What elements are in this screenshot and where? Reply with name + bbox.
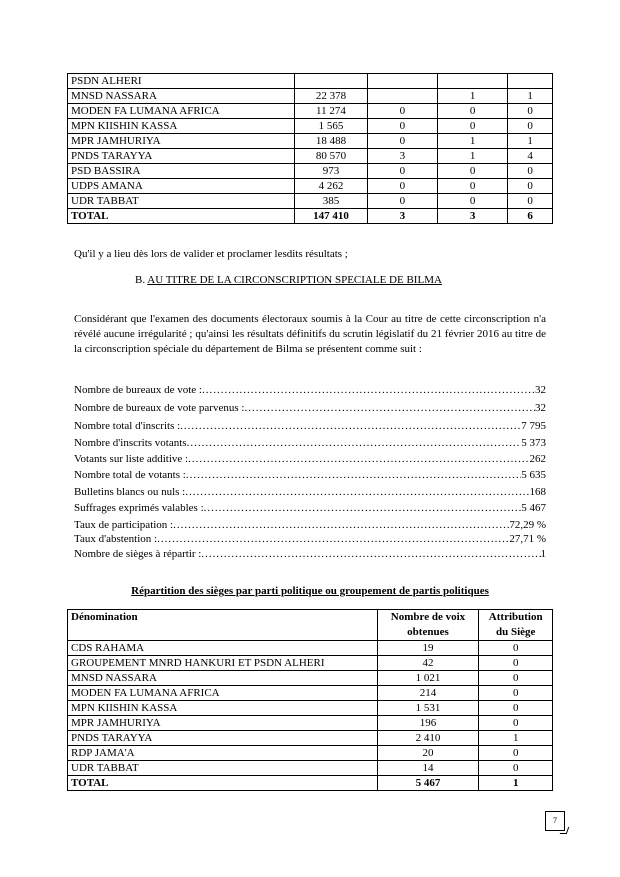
statistic-value: 5 467 [521, 502, 546, 514]
party-name-cell: MNSD NASSARA [68, 671, 378, 686]
value-cell: 385 [295, 194, 367, 209]
considering-paragraph: Considérant que l'examen des documents électoraux soumis à la Cour au titre de cette circonscription n'a révélé aucune irrégularité ; qu'ainsi les résultats définitifs du scrutin législatif du 21 février 2016 au titre de la circonscription spéciale du département de Bilma se présentent comme suit : [74, 313, 546, 355]
seat-table-header-row [68, 610, 553, 641]
statistic-value: 27,71 % [509, 533, 546, 545]
party-name-cell: GROUPEMENT MNRD HANKURI ET PSDN ALHERI [68, 656, 378, 671]
header-denomination: Dénomination [68, 610, 378, 641]
votes-cell: 20 [377, 746, 479, 761]
table-row [68, 194, 553, 209]
party-name-cell: UDR TABBAT [68, 761, 378, 776]
party-name-cell: MPN KIISHIN KASSA [68, 119, 295, 134]
votes-cell: 1 021 [377, 671, 479, 686]
party-name-cell: UDR TABBAT [68, 194, 295, 209]
statistic-line [74, 436, 546, 450]
statistic-label: Nombre total de votants : [74, 469, 186, 481]
table-row [68, 164, 553, 179]
table-row [68, 89, 553, 104]
header-seats: Attribution du Siège [479, 610, 553, 641]
statistic-label: Bulletins blancs ou nuls : [74, 486, 186, 498]
dot-leader [186, 468, 521, 482]
party-name-cell: PSDN ALHERI [68, 74, 295, 89]
table-row [68, 641, 553, 656]
table-row [68, 134, 553, 149]
value-cell: 0 [438, 119, 508, 134]
value-cell: 1 [508, 89, 553, 104]
value-cell: 0 [508, 194, 553, 209]
party-name-cell: MPR JAMHURIYA [68, 134, 295, 149]
statistic-label: Nombre total d'inscrits : [74, 420, 181, 432]
statistic-line [74, 468, 546, 482]
party-name-cell: CDS RAHAMA [68, 641, 378, 656]
dot-leader [157, 532, 509, 546]
value-cell: 22 378 [295, 89, 367, 104]
value-cell [438, 74, 508, 89]
statistic-line [74, 547, 546, 561]
party-name-cell: PNDS TARAYYA [68, 149, 295, 164]
table-row [68, 656, 553, 671]
table-row [68, 149, 553, 164]
value-cell: 18 488 [295, 134, 367, 149]
table-row [68, 671, 553, 686]
statistic-label: Votants sur liste additive : [74, 453, 189, 465]
party-name-cell: PSD BASSIRA [68, 164, 295, 179]
statistic-value: 72,29 % [509, 519, 546, 531]
seats-cell: 0 [479, 656, 553, 671]
statistic-value: 5 635 [521, 469, 546, 481]
dot-leader [201, 547, 540, 561]
section-heading-prefix: B. [135, 274, 146, 286]
value-cell: 0 [367, 119, 437, 134]
party-name-cell: RDP JAMA'A [68, 746, 378, 761]
value-cell: 0 [367, 194, 437, 209]
seats-cell: 1 [479, 776, 553, 791]
statistic-value: 262 [529, 453, 546, 465]
value-cell: 0 [367, 164, 437, 179]
seats-cell: 0 [479, 716, 553, 731]
statistic-line [74, 383, 546, 397]
dot-leader [185, 485, 529, 499]
value-cell: 1 565 [295, 119, 367, 134]
party-name-cell: PNDS TARAYYA [68, 731, 378, 746]
validation-paragraph: Qu'il y a lieu dès lors de valider et proclamer lesdits résultats ; [74, 248, 348, 260]
statistic-label: Suffrages exprimés valables : [74, 502, 204, 514]
dot-leader [188, 452, 529, 466]
value-cell: 80 570 [295, 149, 367, 164]
value-cell: 0 [508, 104, 553, 119]
page-number: 7 [545, 811, 565, 831]
dot-leader [180, 419, 521, 433]
statistic-label: Nombre de sièges à répartir : [74, 548, 202, 560]
section-heading-bilma [135, 273, 442, 288]
table-row [68, 761, 553, 776]
value-cell: 0 [438, 164, 508, 179]
value-cell: 0 [438, 194, 508, 209]
value-cell [367, 74, 437, 89]
statistic-line [74, 419, 546, 433]
party-name-cell: MPN KIISHIN KASSA [68, 701, 378, 716]
value-cell: 3 [367, 209, 437, 224]
table-row [68, 119, 553, 134]
statistic-line [74, 532, 546, 546]
party-name-cell: MODEN FA LUMANA AFRICA [68, 104, 295, 119]
statistic-label: Nombre de bureaux de vote parvenus : [74, 402, 245, 414]
table-row [68, 74, 553, 89]
value-cell: 0 [508, 119, 553, 134]
votes-cell: 214 [377, 686, 479, 701]
value-cell: 0 [508, 179, 553, 194]
seat-distribution-title: Répartition des sièges par parti politique ou groupement de partis politiques [131, 585, 489, 597]
value-cell: 0 [367, 104, 437, 119]
section-heading-title: AU TITRE DE LA CIRCONSCRIPTION SPECIALE DE BILMA [147, 274, 442, 286]
value-cell: 1 [438, 89, 508, 104]
value-cell: 973 [295, 164, 367, 179]
statistic-value: 168 [529, 486, 546, 498]
party-name-cell: UDPS AMANA [68, 179, 295, 194]
value-cell: 1 [438, 134, 508, 149]
results-table-continued [67, 73, 553, 224]
dot-leader [202, 383, 535, 397]
table-row [68, 701, 553, 716]
value-cell: 4 262 [295, 179, 367, 194]
table-row [68, 731, 553, 746]
value-cell: 1 [438, 149, 508, 164]
statistic-line [74, 518, 546, 532]
dot-leader [173, 518, 509, 532]
dot-leader [204, 501, 522, 515]
value-cell: 3 [438, 209, 508, 224]
party-name-cell: TOTAL [68, 776, 378, 791]
value-cell [295, 74, 367, 89]
table-total-row [68, 209, 553, 224]
value-cell: 0 [367, 179, 437, 194]
statistic-label: Taux de participation : [74, 519, 174, 531]
seats-cell: 0 [479, 671, 553, 686]
table-row [68, 716, 553, 731]
votes-cell: 5 467 [377, 776, 479, 791]
table-row [68, 686, 553, 701]
seats-cell: 0 [479, 641, 553, 656]
statistic-line [74, 485, 546, 499]
dot-leader [244, 401, 535, 415]
value-cell: 0 [438, 104, 508, 119]
statistic-label: Taux d'abstention : [74, 533, 158, 545]
votes-cell: 14 [377, 761, 479, 776]
statistic-value: 1 [540, 548, 546, 560]
value-cell [367, 89, 437, 104]
seats-cell: 0 [479, 686, 553, 701]
value-cell: 11 274 [295, 104, 367, 119]
value-cell: 0 [438, 179, 508, 194]
seat-distribution-table [67, 609, 553, 791]
seats-cell: 0 [479, 761, 553, 776]
statistic-line [74, 501, 546, 515]
dot-leader [187, 436, 522, 450]
party-name-cell: MNSD NASSARA [68, 89, 295, 104]
table-row [68, 104, 553, 119]
value-cell: 4 [508, 149, 553, 164]
seats-cell: 0 [479, 701, 553, 716]
party-name-cell: MODEN FA LUMANA AFRICA [68, 686, 378, 701]
statistic-value: 32 [535, 402, 546, 414]
statistic-line [74, 452, 546, 466]
party-name-cell: MPR JAMHURIYA [68, 716, 378, 731]
statistic-label: Nombre d'inscrits votants [74, 437, 187, 449]
table-row [68, 179, 553, 194]
seats-cell: 0 [479, 746, 553, 761]
table-total-row [68, 776, 553, 791]
votes-cell: 19 [377, 641, 479, 656]
votes-cell: 196 [377, 716, 479, 731]
header-votes: Nombre de voix obtenues [377, 610, 479, 641]
value-cell: 1 [508, 134, 553, 149]
value-cell: 147 410 [295, 209, 367, 224]
value-cell: 0 [508, 164, 553, 179]
votes-cell: 42 [377, 656, 479, 671]
results-table-body [68, 74, 553, 224]
value-cell: 3 [367, 149, 437, 164]
statistic-value: 5 373 [521, 437, 546, 449]
votes-cell: 2 410 [377, 731, 479, 746]
value-cell: 6 [508, 209, 553, 224]
value-cell: 0 [367, 134, 437, 149]
statistic-value: 32 [535, 384, 546, 396]
value-cell [508, 74, 553, 89]
table-row [68, 746, 553, 761]
statistic-label: Nombre de bureaux de vote : [74, 384, 202, 396]
statistic-line [74, 401, 546, 415]
party-name-cell: TOTAL [68, 209, 295, 224]
seats-cell: 1 [479, 731, 553, 746]
votes-cell: 1 531 [377, 701, 479, 716]
statistic-value: 7 795 [521, 420, 546, 432]
seat-table-body [68, 641, 553, 791]
